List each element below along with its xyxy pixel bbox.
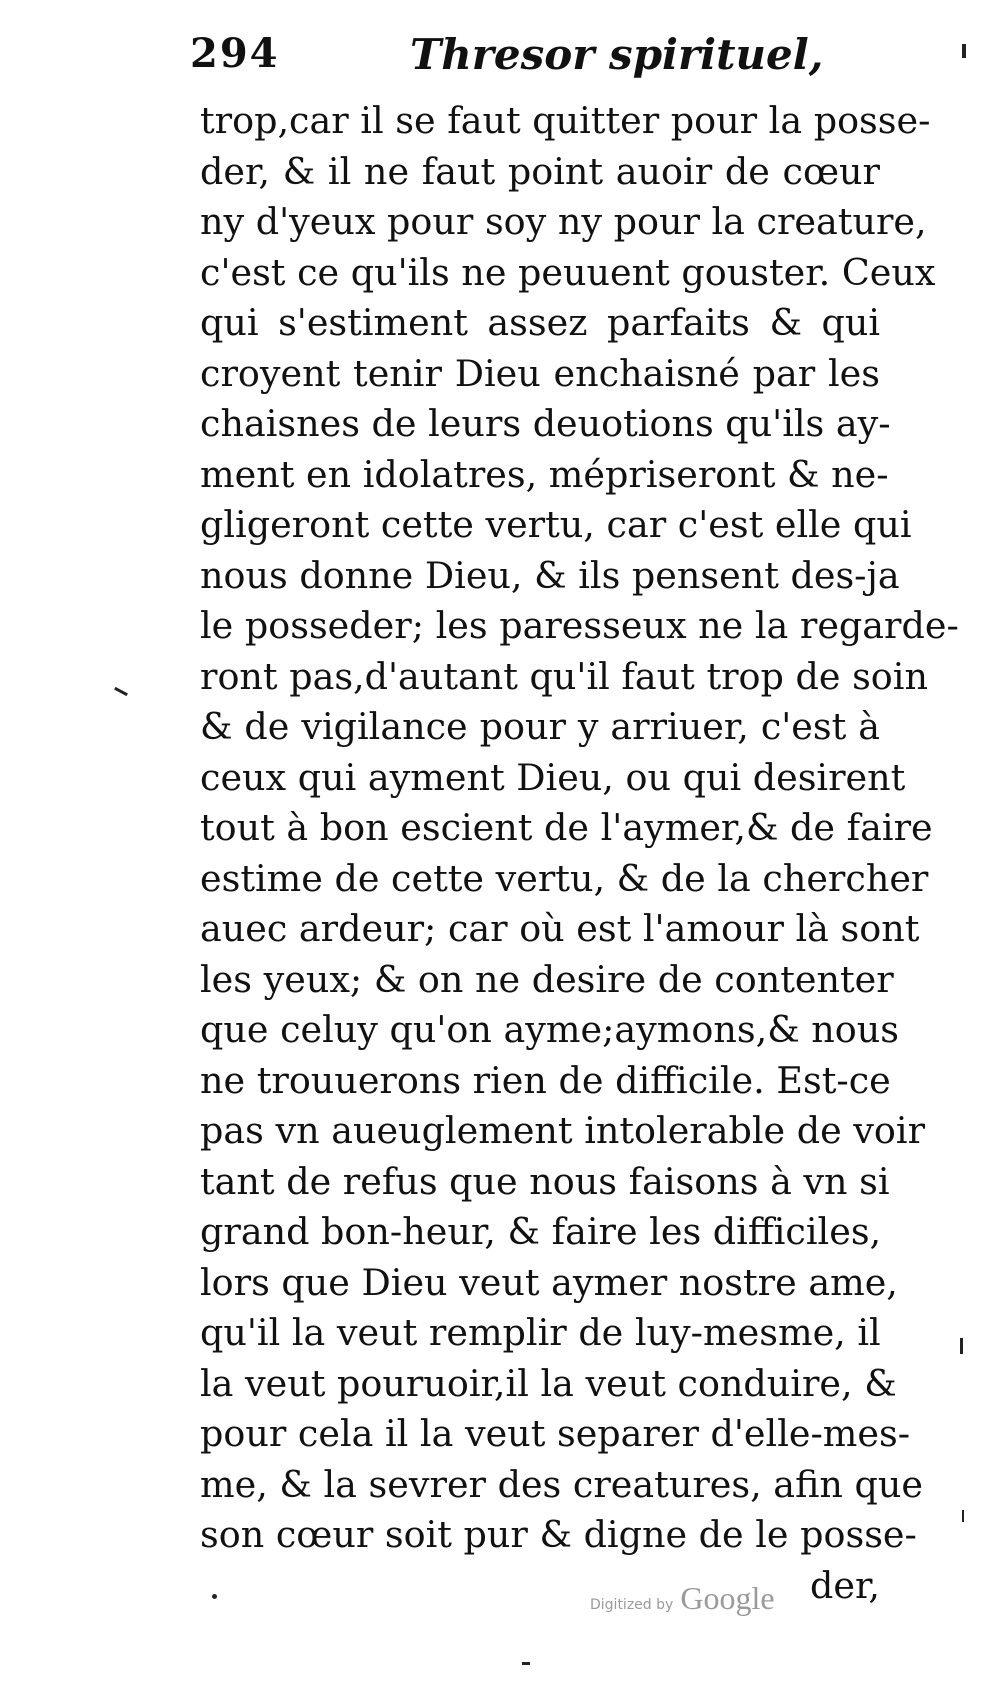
text-line: les yeux; & on ne desire de contenter xyxy=(200,957,894,1001)
text-line: nous donne Dieu, & ils pensent des-ja xyxy=(200,553,900,597)
text-line: ne trouuerons rien de difficile. Est-ce xyxy=(200,1058,891,1102)
text-line: qui s'estiment assez parfaits & qui xyxy=(200,301,880,344)
watermark-brand: Google xyxy=(680,1580,775,1616)
page-header xyxy=(190,30,880,96)
page-number: 294 xyxy=(190,30,280,77)
text-line: que celuy qu'on ayme;aymons,& nous xyxy=(200,1008,900,1051)
text-line: der, & il ne faut point auoir de cœur xyxy=(200,149,880,193)
text-line: croyent tenir Dieu enchaisné par les xyxy=(200,351,880,395)
text-line: son cœur soit pur & digne de le posse- xyxy=(200,1513,917,1556)
text-line: trop,car il se faut quitter pour la posse- xyxy=(200,99,931,142)
text-line: pour cela il la veut separer d'elle-mes- xyxy=(200,1412,911,1455)
text-line: ment en idolatres, mépriseront & ne- xyxy=(200,452,889,496)
scan-speck xyxy=(212,1594,217,1599)
text-line: estime de cette vertu, & de la chercher xyxy=(200,856,929,900)
text-line: grand bon-heur, & faire les difficiles, xyxy=(200,1210,882,1253)
running-head: Thresor spirituel, xyxy=(410,30,824,79)
text-line: gligeront cette vertu, car c'est elle qui xyxy=(200,503,912,546)
text-line: pas vn aueuglement intolerable de voir xyxy=(200,1109,926,1152)
text-line: ny d'yeux pour soy ny pour la creature, xyxy=(200,200,927,243)
text-line: qu'il la veut remplir de luy-mesme, il xyxy=(200,1311,881,1354)
scan-speck xyxy=(962,1510,964,1522)
scan-speck xyxy=(960,1338,963,1354)
digitized-watermark xyxy=(590,1580,810,1630)
text-line: ront pas,d'autant qu'il faut trop de soin xyxy=(200,654,928,698)
watermark-prefix: Digitized by xyxy=(590,1597,674,1613)
text-line: me, & la sevrer des creatures, afin que xyxy=(200,1462,923,1506)
text-line: c'est ce qu'ils ne peuuent gouster. Ceux xyxy=(200,250,936,294)
text-line: tant de refus que nous faisons à vn si xyxy=(200,1159,890,1203)
body-text xyxy=(200,96,959,1611)
scan-speck xyxy=(522,1662,530,1665)
text-line: ceux qui ayment Dieu, ou qui desirent xyxy=(200,755,906,799)
catchword: der, xyxy=(809,1563,880,1607)
scan-speck xyxy=(114,687,128,696)
text-line: le posseder; les paresseux ne la regarde- xyxy=(200,604,959,647)
scan-speck xyxy=(962,44,966,58)
text-line: chaisnes de leurs deuotions qu'ils ay- xyxy=(200,402,891,445)
text-line: la veut pouruoir,il la veut conduire, & xyxy=(200,1361,897,1405)
text-line: auec ardeur; car où est l'amour là sont xyxy=(200,907,920,950)
text-line: tout à bon escient de l'aymer,& de faire xyxy=(200,806,933,849)
text-line: lors que Dieu veut aymer nostre ame, xyxy=(200,1260,898,1304)
text-line: & de vigilance pour y arriuer, c'est à xyxy=(200,705,880,748)
